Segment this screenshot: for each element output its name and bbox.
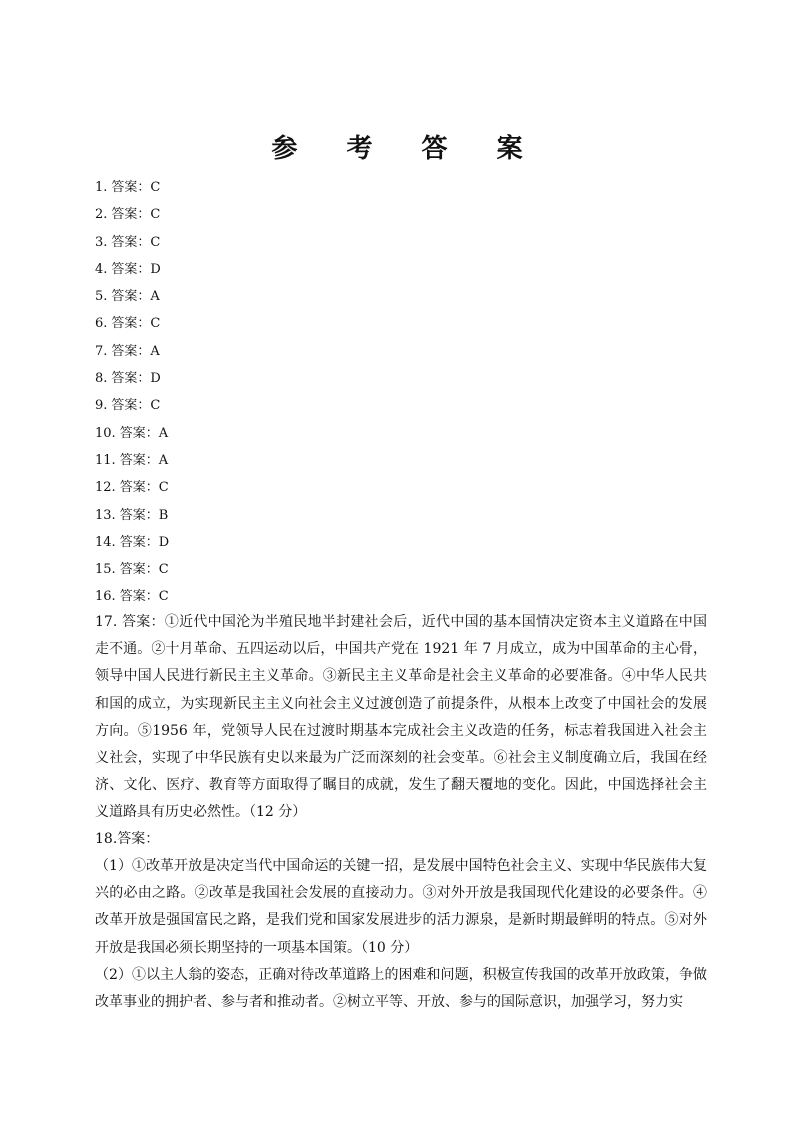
answer-label: 答案：: [119, 452, 159, 468]
page-title: 参 考 答 案: [271, 134, 543, 164]
answer-value: C: [150, 180, 161, 195]
answer-label: 答案：: [111, 289, 151, 305]
answer-value: D: [150, 371, 161, 387]
answer-number: 1.: [95, 180, 108, 195]
answer-number: 3.: [95, 234, 108, 250]
answer-label: 答案：: [119, 425, 159, 441]
answer-value: A: [158, 425, 169, 441]
answer-value: A: [150, 289, 160, 305]
answer-list: [95, 179, 715, 616]
answer-number: 5.: [95, 289, 108, 305]
answer-label: 答案：: [111, 371, 151, 387]
answer-item: [95, 179, 715, 206]
answer-item: [95, 425, 715, 452]
answer-item: [95, 343, 715, 370]
answer-number: 9.: [95, 398, 108, 414]
question-17-answer: 17. 答案：①近代中国沦为半殖民地半封建社会后，近代中国的基本国情决定资本主义道路在中国走不通。②十月革命、五四运动以后，中国共产党在 1921 年 7 月成立，成为中国革命的主心骨，领导中国人民进行新民主主义革命。③新民主主义革命是社会主义革命的必要准备。④中华人民共和国的成立，为实现新民主主义向社会主义过渡创造了前提条件，从根本上改变了中国社会的发展方向。⑤1956 年，党领导人民在过渡时期基本完成社会主义改造的任务，标志着我国进入社会主义社会，实现了中华民族有史以来最为广泛而深刻的社会变革。⑥社会主义制度确立后，我国在经济、文化、医疗、教育等方面取得了瞩目的成就，发生了翻天覆地的变化。因此，中国选择社会主义道路具有历史必然性。（12 分）: [95, 614, 707, 821]
answer-label: 答案：: [111, 398, 151, 414]
question-18-part-2: （2）①以主人翁的姿态，正确对待改革道路上的困难和问题，积极宣传我国的改革开放政策，争做改革事业的拥护者、参与者和推动者。②树立平等、开放、参与的国际意识，加强学习，努力实: [95, 967, 707, 1011]
answer-label: 答案：: [119, 589, 159, 605]
answer-number: 2.: [95, 207, 108, 223]
answer-number: 4.: [95, 261, 108, 277]
answer-label: 答案：: [119, 507, 159, 523]
answer-number: 8.: [95, 371, 108, 387]
answer-item: [95, 288, 715, 315]
answer-item: [95, 561, 715, 588]
answer-number: 6.: [95, 316, 108, 332]
answer-value: D: [158, 534, 170, 550]
answer-number: 10.: [95, 425, 116, 441]
answer-number: 14.: [95, 534, 116, 550]
answer-label: 答案：: [111, 234, 151, 250]
answer-number: 12.: [95, 480, 116, 496]
question-18-heading: 18.答案：: [95, 831, 160, 847]
answer-number: 11.: [95, 452, 116, 468]
answer-item: [95, 479, 715, 506]
answer-label: 答案：: [111, 343, 151, 359]
answer-value: C: [158, 562, 169, 578]
answer-label: 答案：: [111, 207, 151, 223]
answer-item: [95, 370, 715, 397]
answer-number: 15.: [95, 562, 116, 578]
answer-item: [95, 234, 715, 261]
answer-label: 答案：: [111, 261, 151, 277]
answer-value: C: [150, 207, 161, 223]
answer-value: C: [158, 589, 169, 605]
answer-value: A: [150, 343, 160, 359]
answer-label: 答案：: [111, 316, 151, 332]
answer-value: A: [158, 452, 169, 468]
answer-label: 答案：: [119, 562, 159, 578]
question-18-part-1: （1）①改革开放是决定当代中国命运的关键一招，是发展中国特色社会主义、实现中华民族伟大复兴的必由之路。②改革是我国社会发展的直接动力。③对外开放是我国现代化建设的必要条件。④改革开放是强国富民之路，是我们党和国家发展进步的活力源泉，是新时期最鲜明的特点。⑤对外开放是我国必须长期坚持的一项基本国策。（10 分）: [95, 858, 707, 956]
answer-value: C: [158, 480, 169, 496]
answer-number: 13.: [95, 507, 116, 523]
answer-value: D: [150, 261, 161, 277]
answer-item: [95, 397, 715, 424]
answer-number: 16.: [95, 589, 116, 605]
answer-value: C: [150, 234, 161, 250]
answer-value: C: [150, 316, 161, 332]
answer-item: [95, 206, 715, 233]
answer-label: 答案：: [111, 180, 151, 195]
answer-item: [95, 261, 715, 288]
answer-value: C: [150, 398, 161, 414]
answer-label: 答案：: [119, 534, 159, 550]
answer-label: 答案：: [119, 480, 159, 496]
answer-value: B: [158, 507, 169, 523]
answer-item: [95, 315, 715, 342]
answer-item: [95, 452, 715, 479]
answer-number: 7.: [95, 343, 108, 359]
answer-item: [95, 534, 715, 561]
answer-item: [95, 507, 715, 534]
